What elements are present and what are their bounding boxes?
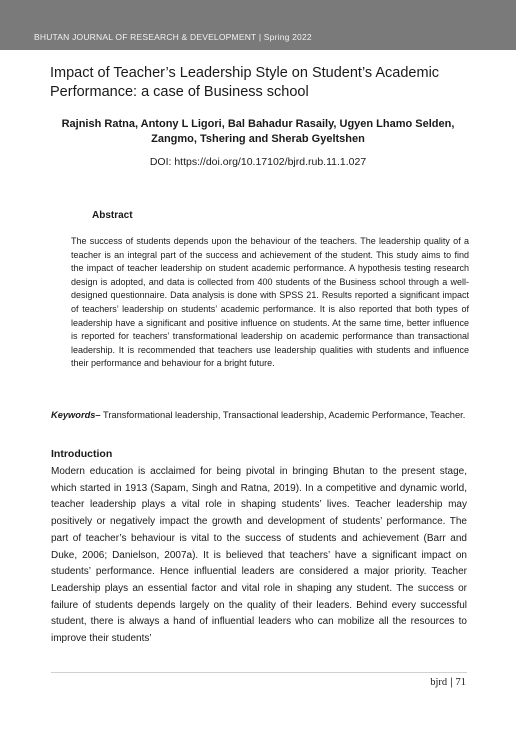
journal-header-bar (0, 0, 516, 50)
keywords (51, 408, 467, 422)
footer-divider (51, 672, 467, 673)
article-authors: Rajnish Ratna, Antony L Ligori, Bal Bahadur Rasaily, Ugyen Lhamo Selden, Zangmo, Tshering and Sherab Gyeltshen (61, 118, 455, 145)
keywords-text: Transformational leadership, Transactional leadership, Academic Performance, Teacher. (100, 410, 466, 420)
article-title: Impact of Teacher’s Leadership Style on Student’s Academic Performance: a case of Business school (50, 65, 440, 100)
introduction-body: Modern education is acclaimed for being pivotal in bringing Bhutan to the present stage, which started in 1913 (Sapam, Singh and Ratna, 2019). In a competitive and dynamic world, teacher leadership plays a vital role in shaping students’ lives. Teacher leadership may positively or negatively impact the growth and development of students’ performance. The part of teacher’s behaviour is vital to the success of students and achievement (Barr and Duke, 2006; Danielson, 2007a). It is believed that teachers’ have a significant impact on students’ performance. Hence influential leaders are considered a major priority. Teacher Leadership plays an essential factor and vital role in shaping any student. The success or failure of students depends largely on the quality of their leaders. Behind every successful student, there is always a hand of influential leaders who can mobilize all the resources to improve their students’ (51, 466, 467, 645)
page-footer (430, 677, 466, 688)
abstract-body: The success of students depends upon the behaviour of the teachers. The leadership quality of a teacher is an integral part of the success and achievement of the student. This study aims to find the impact of teacher leadership on student academic performance. A hypothesis testing research design is adopted, and data is collected from 400 students of the Business school through a well-designed questionnaire. Data analysis is done with SPSS 21. Results reported a significant impact of teachers’ leadership on students’ academic performance. It is also reported that both types of leadership have a significant and positive influence on students. At the same time, better influence is reported for teachers’ transformational leadership on academic performance than transactional leadership. It is recommended that teachers use leadership qualities with students and influence their performance and behaviour for a bright future. (71, 236, 469, 369)
introduction-heading: Introduction (51, 448, 113, 460)
journal-header-text: BHUTAN JOURNAL OF RESEARCH & DEVELOPMENT | Spring 2022 (34, 32, 312, 42)
abstract-heading: Abstract (92, 210, 133, 221)
keywords-label: Keywords– (51, 410, 101, 420)
footer-separator: | (450, 677, 453, 688)
footer-journal-abbr: bjrd (430, 677, 448, 688)
page-number: 71 (455, 677, 466, 688)
article-doi[interactable]: DOI: https://doi.org/10.17102/bjrd.rub.11.1.027 (149, 156, 367, 168)
